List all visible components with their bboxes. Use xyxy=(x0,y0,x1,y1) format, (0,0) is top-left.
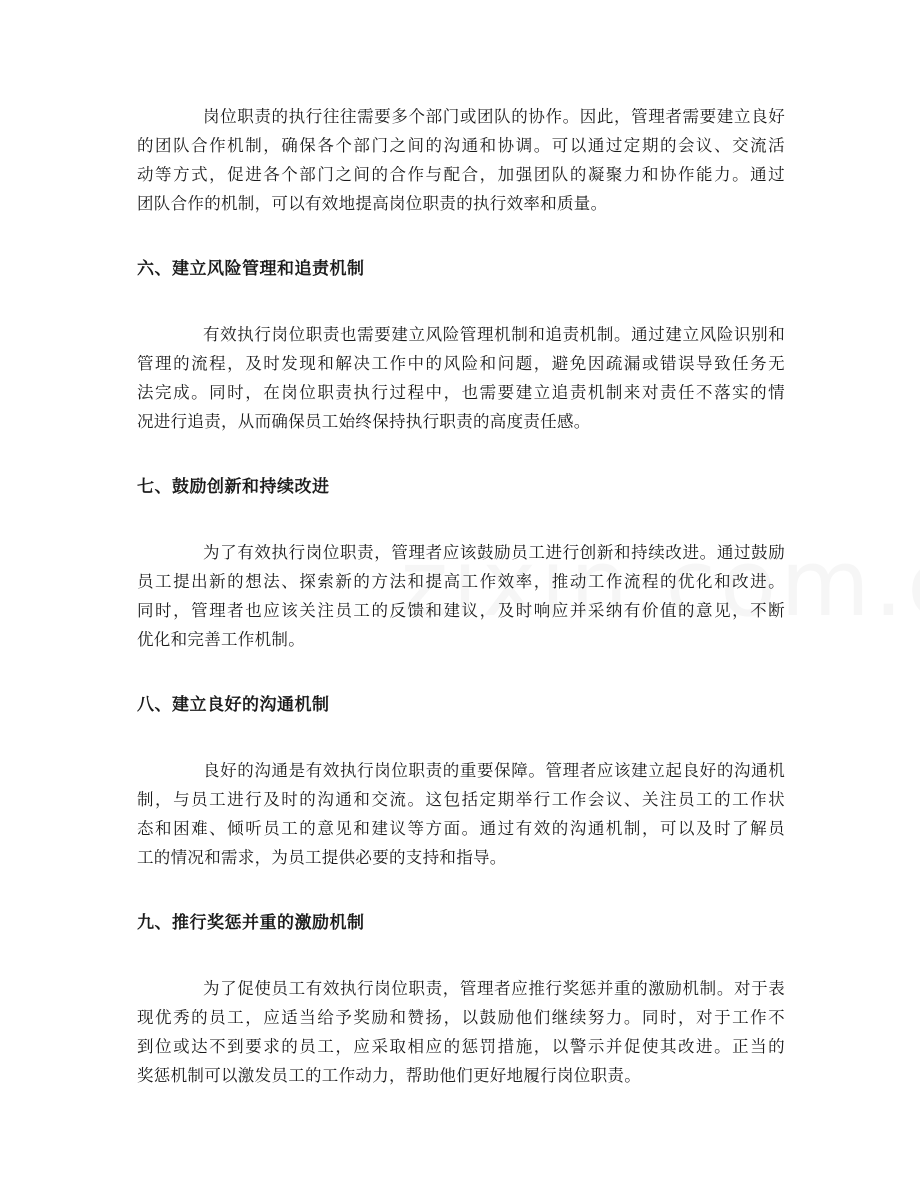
section-paragraph-7 xyxy=(137,538,785,654)
section-heading-9: 九、推行奖惩并重的激励机制 xyxy=(137,913,365,933)
paragraph-line: 优化和完善工作机制。 xyxy=(137,630,305,649)
paragraph-line: 有效执行岗位职责也需要建立风险管理机制和追责机制。通过建立风险识别和 xyxy=(203,325,785,344)
paragraph-line: 到位或达不到要求的员工，应采取相应的惩罚措施，以警示并促使其改进。正当的 xyxy=(137,1037,785,1056)
paragraph-line: 工的情况和需求，为员工提供必要的支持和指导。 xyxy=(137,848,507,867)
section-heading-6: 六、建立风险管理和追责机制 xyxy=(137,259,365,279)
paragraph-line: 动等方式，促进各个部门之间的合作与配合，加强团队的凝聚力和协作能力。通过 xyxy=(137,165,785,184)
section-paragraph-9 xyxy=(137,974,785,1090)
paragraph-line: 岗位职责的执行往往需要多个部门或团队的协作。因此，管理者需要建立良好 xyxy=(203,107,785,126)
paragraph-line: 奖惩机制可以激发员工的工作动力，帮助他们更好地履行岗位职责。 xyxy=(137,1066,641,1085)
paragraph-line: 良好的沟通是有效执行岗位职责的重要保障。管理者应该建立起良好的沟通机 xyxy=(203,761,785,780)
paragraph-line: 制，与员工进行及时的沟通和交流。这包括定期举行工作会议、关注员工的工作状 xyxy=(137,790,785,809)
section-heading-8: 八、建立良好的沟通机制 xyxy=(137,695,330,715)
paragraph-line: 为了促使员工有效执行岗位职责，管理者应推行奖惩并重的激励机制。对于表 xyxy=(203,979,785,998)
paragraph-line: 团队合作的机制，可以有效地提高岗位职责的执行效率和质量。 xyxy=(137,194,608,213)
paragraph-line: 现优秀的员工，应适当给予奖励和赞扬，以鼓励他们继续努力。同时，对于工作不 xyxy=(137,1008,785,1027)
paragraph-line: 员工提出新的想法、探索新的方法和提高工作效率，推动工作流程的优化和改进。 xyxy=(137,572,785,591)
paragraph-line: 为了有效执行岗位职责，管理者应该鼓励员工进行创新和持续改进。通过鼓励 xyxy=(203,543,785,562)
paragraph-line: 态和困难、倾听员工的意见和建议等方面。通过有效的沟通机制，可以及时了解员 xyxy=(137,819,785,838)
section-paragraph-8 xyxy=(137,756,785,872)
section-heading-7: 七、鼓励创新和持续改进 xyxy=(137,477,330,497)
paragraph-line: 管理的流程，及时发现和解决工作中的风险和问题，避免因疏漏或错误导致任务无 xyxy=(137,354,785,373)
paragraph-line: 同时，管理者也应该关注员工的反馈和建议，及时响应并采纳有价值的意见，不断 xyxy=(137,601,785,620)
document-page xyxy=(137,102,785,1090)
paragraph-line: 法完成。同时，在岗位职责执行过程中，也需要建立追责机制来对责任不落实的情 xyxy=(137,383,785,402)
paragraph-line: 的团队合作机制，确保各个部门之间的沟通和协调。可以通过定期的会议、交流活 xyxy=(137,136,785,155)
section-paragraph-6 xyxy=(137,320,785,436)
paragraph-line: 况进行追责，从而确保员工始终保持执行职责的高度责任感。 xyxy=(137,412,591,431)
intro-paragraph xyxy=(137,102,785,218)
